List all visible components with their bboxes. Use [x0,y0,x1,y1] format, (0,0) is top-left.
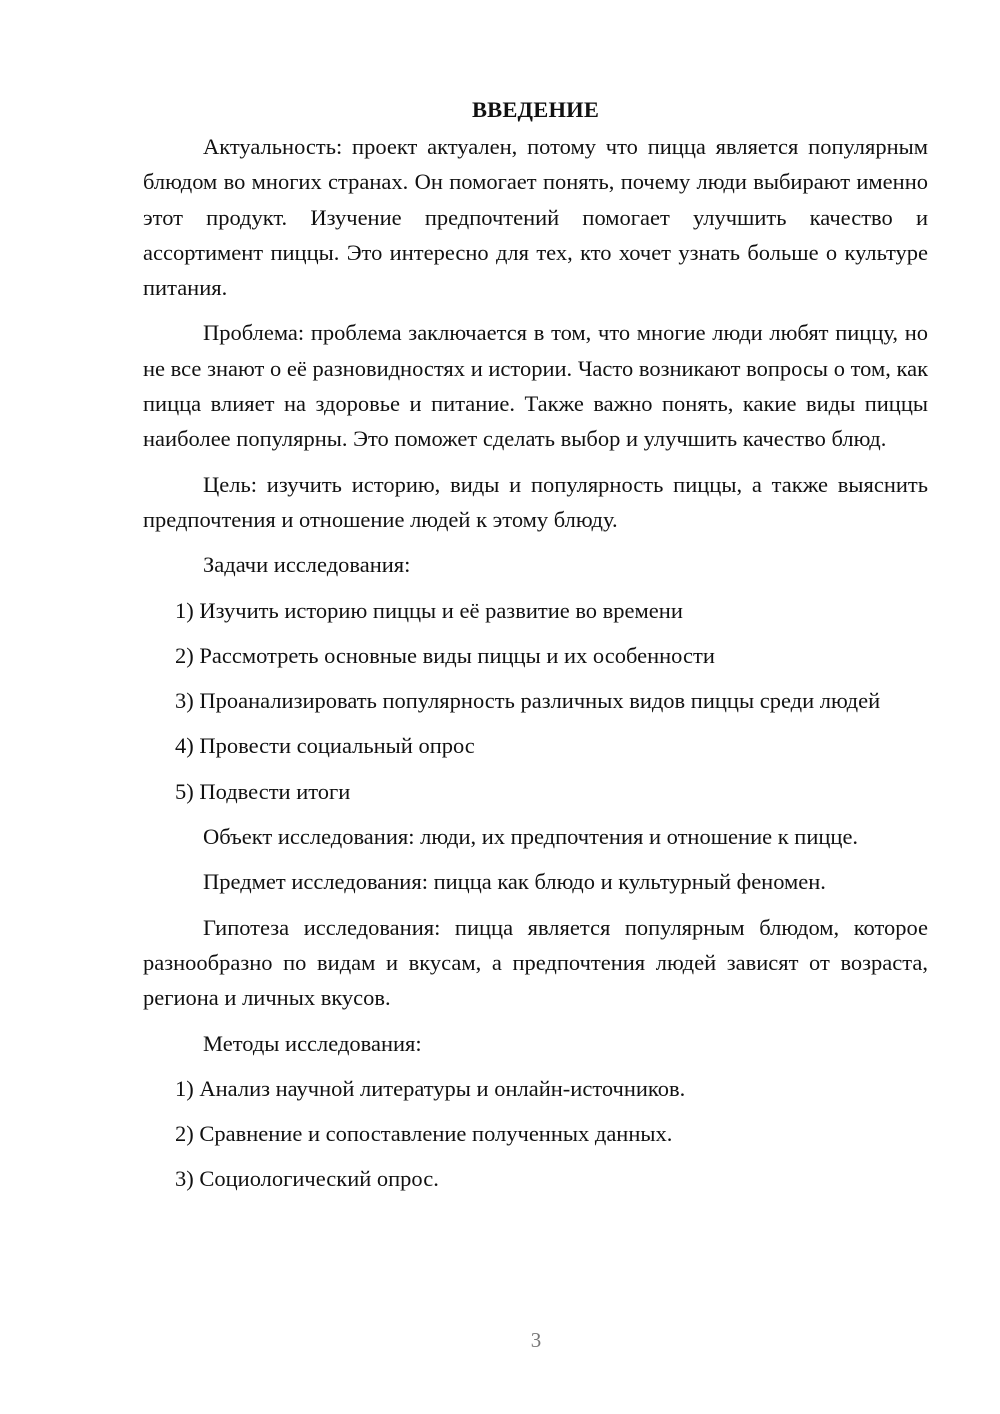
task-item-2: 2) Рассмотреть основные виды пиццы и их особенности [175,642,715,668]
hypothesis-paragraph: Гипотеза исследования: пицца является популярным блюдом, которое разнообразно по видам и вкусам, а предпочтения людей зависят от возраста, региона и личных вкусов. [143,914,928,1011]
method-item-3: 3) Социологический опрос. [175,1166,439,1192]
page-content [143,92,928,1207]
task-item-4: 4) Провести социальный опрос [175,733,475,759]
methods-heading: Методы исследования: [203,1030,422,1056]
problem-paragraph: Проблема: проблема заключается в том, что многие люди любят пиццу, но не все знают о её разновидностях и истории. Часто возникают вопросы о том, как пицца влияет на здоровье и питание. Также важно понять, какие виды пиццы наиболее популярны. Это поможет сделать выбор и улучшить качество блюд. [143,320,928,452]
method-item-2: 2) Сравнение и сопоставление полученных данных. [175,1121,673,1147]
tasks-heading: Задачи исследования: [203,552,411,578]
page-number: 3 [530,1328,542,1352]
task-item-5: 5) Подвести итоги [175,778,351,804]
object-paragraph: Объект исследования: люди, их предпочтения и отношение к пицце. [203,824,859,850]
subject-paragraph: Предмет исследования: пицца как блюдо и культурный феномен. [203,869,826,895]
task-item-1: 1) Изучить историю пиццы и её развитие во времени [175,597,683,623]
section-title: ВВЕДЕНИЕ [471,97,600,122]
method-item-1: 1) Анализ научной литературы и онлайн-источников. [175,1075,686,1101]
goal-paragraph: Цель: изучить историю, виды и популярность пиццы, а также выяснить предпочтения и отношение людей к этому блюду. [143,471,928,532]
relevance-paragraph: Актуальность: проект актуален, потому что пицца является популярным блюдом во многих странах. Он помогает понять, почему люди выбирают именно этот продукт. Изучение предпочтений помогает улучшить качество и ассортимент пиццы. Это интересно для тех, кто хочет узнать больше о культуре питания. [143,134,928,301]
task-item-3: 3) Проанализировать популярность различных видов пиццы среди людей [175,688,881,714]
